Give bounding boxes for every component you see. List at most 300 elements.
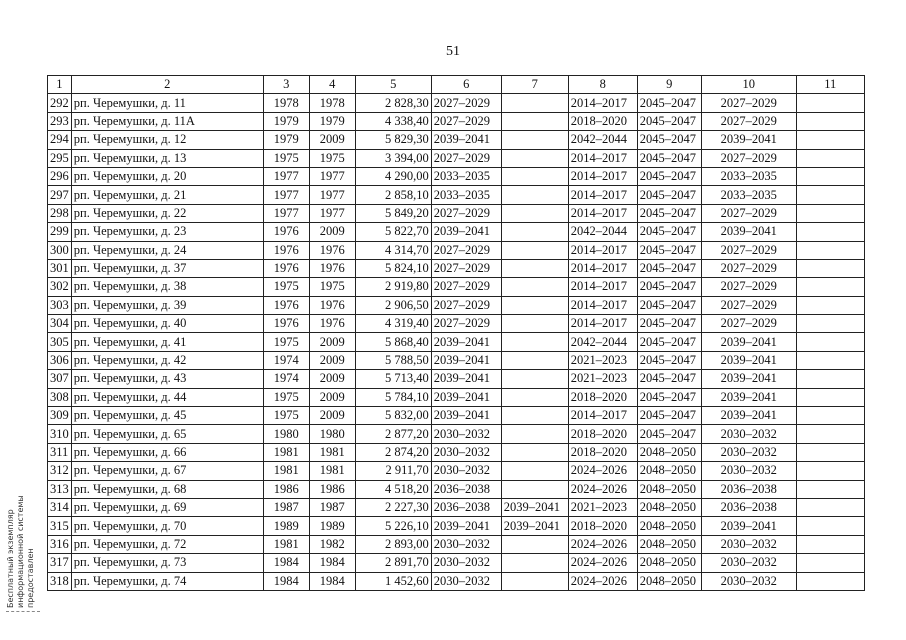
cell-row-number: 302 (48, 278, 72, 296)
cell-notes (796, 278, 864, 296)
cell-row-number: 308 (48, 388, 72, 406)
cell-period-a: 2039–2041 (431, 517, 501, 535)
cell-period-e: 2039–2041 (701, 388, 796, 406)
data-table (47, 75, 865, 591)
cell-period-e: 2027–2029 (701, 241, 796, 259)
cell-period-b (501, 167, 568, 185)
cell-row-number: 303 (48, 296, 72, 314)
table-row (48, 462, 865, 480)
cell-period-c: 2024–2026 (568, 462, 637, 480)
cell-year-built: 1976 (263, 315, 309, 333)
cell-period-e: 2039–2041 (701, 517, 796, 535)
table-row (48, 278, 865, 296)
cell-period-d: 2048–2050 (637, 535, 701, 553)
cell-period-a: 2030–2032 (431, 572, 501, 590)
cell-period-e: 2027–2029 (701, 94, 796, 112)
cell-area: 2 227,30 (355, 498, 431, 516)
cell-area: 2 874,20 (355, 443, 431, 461)
table-header-row (48, 76, 865, 94)
cell-period-a: 2030–2032 (431, 554, 501, 572)
cell-period-a: 2030–2032 (431, 462, 501, 480)
table-row (48, 517, 865, 535)
cell-period-d: 2048–2050 (637, 462, 701, 480)
cell-row-number: 312 (48, 462, 72, 480)
cell-year-built: 1984 (263, 572, 309, 590)
cell-period-c: 2014–2017 (568, 259, 637, 277)
cell-period-e: 2027–2029 (701, 296, 796, 314)
cell-year-built: 1981 (263, 535, 309, 553)
cell-address: рп. Черемушки, д. 22 (71, 204, 263, 222)
cell-year-built: 1981 (263, 462, 309, 480)
cell-period-d: 2048–2050 (637, 517, 701, 535)
cell-period-c: 2014–2017 (568, 94, 637, 112)
cell-period-d: 2045–2047 (637, 131, 701, 149)
cell-notes (796, 223, 864, 241)
cell-period-d: 2048–2050 (637, 480, 701, 498)
cell-notes (796, 480, 864, 498)
cell-row-number: 318 (48, 572, 72, 590)
cell-period-e: 2030–2032 (701, 572, 796, 590)
cell-period-a: 2027–2029 (431, 112, 501, 130)
cell-period-a: 2027–2029 (431, 94, 501, 112)
cell-period-d: 2045–2047 (637, 149, 701, 167)
cell-period-d: 2048–2050 (637, 443, 701, 461)
cell-row-number: 305 (48, 333, 72, 351)
cell-address: рп. Черемушки, д. 70 (71, 517, 263, 535)
cell-period-d: 2048–2050 (637, 498, 701, 516)
cell-year-overhaul: 1981 (309, 462, 355, 480)
cell-area: 5 868,40 (355, 333, 431, 351)
cell-row-number: 304 (48, 315, 72, 333)
cell-area: 5 832,00 (355, 407, 431, 425)
cell-row-number: 299 (48, 223, 72, 241)
cell-year-overhaul: 2009 (309, 333, 355, 351)
cell-year-overhaul: 1976 (309, 315, 355, 333)
cell-period-c: 2018–2020 (568, 388, 637, 406)
cell-period-b: 2039–2041 (501, 517, 568, 535)
cell-year-overhaul: 1981 (309, 443, 355, 461)
cell-notes (796, 462, 864, 480)
table-row (48, 149, 865, 167)
cell-year-built: 1979 (263, 131, 309, 149)
cell-area: 2 858,10 (355, 186, 431, 204)
cell-year-overhaul: 1986 (309, 480, 355, 498)
cell-period-c: 2024–2026 (568, 535, 637, 553)
cell-year-overhaul: 1984 (309, 572, 355, 590)
cell-notes (796, 259, 864, 277)
cell-period-a: 2039–2041 (431, 407, 501, 425)
cell-year-built: 1975 (263, 333, 309, 351)
cell-notes (796, 333, 864, 351)
cell-period-d: 2045–2047 (637, 407, 701, 425)
cell-period-b (501, 315, 568, 333)
cell-area: 2 906,50 (355, 296, 431, 314)
cell-period-d: 2045–2047 (637, 278, 701, 296)
cell-year-built: 1987 (263, 498, 309, 516)
table-row (48, 131, 865, 149)
cell-period-c: 2018–2020 (568, 425, 637, 443)
cell-address: рп. Черемушки, д. 73 (71, 554, 263, 572)
cell-area: 2 911,70 (355, 462, 431, 480)
cell-period-e: 2027–2029 (701, 278, 796, 296)
cell-address: рп. Черемушки, д. 65 (71, 425, 263, 443)
cell-period-b (501, 131, 568, 149)
cell-notes (796, 443, 864, 461)
cell-period-b (501, 259, 568, 277)
cell-notes (796, 535, 864, 553)
cell-row-number: 298 (48, 204, 72, 222)
cell-row-number: 315 (48, 517, 72, 535)
cell-notes (796, 572, 864, 590)
cell-notes (796, 370, 864, 388)
table-row (48, 204, 865, 222)
cell-address: рп. Черемушки, д. 45 (71, 407, 263, 425)
cell-period-b (501, 278, 568, 296)
cell-period-d: 2045–2047 (637, 167, 701, 185)
table-row (48, 223, 865, 241)
cell-year-overhaul: 1977 (309, 204, 355, 222)
cell-address: рп. Черемушки, д. 20 (71, 167, 263, 185)
cell-notes (796, 241, 864, 259)
column-header: 8 (568, 76, 637, 94)
cell-area: 5 829,30 (355, 131, 431, 149)
table-row (48, 112, 865, 130)
cell-period-b (501, 388, 568, 406)
cell-period-a: 2027–2029 (431, 259, 501, 277)
cell-period-b (501, 407, 568, 425)
cell-area: 5 824,10 (355, 259, 431, 277)
cell-period-b (501, 186, 568, 204)
cell-year-built: 1974 (263, 351, 309, 369)
cell-address: рп. Черемушки, д. 23 (71, 223, 263, 241)
cell-notes (796, 498, 864, 516)
cell-period-b (501, 370, 568, 388)
cell-period-a: 2027–2029 (431, 296, 501, 314)
cell-period-e: 2036–2038 (701, 498, 796, 516)
stamp-line: предоставлен (26, 548, 35, 608)
cell-area: 5 713,40 (355, 370, 431, 388)
cell-address: рп. Черемушки, д. 24 (71, 241, 263, 259)
cell-period-e: 2039–2041 (701, 131, 796, 149)
cell-address: рп. Черемушки, д. 66 (71, 443, 263, 461)
cell-row-number: 306 (48, 351, 72, 369)
cell-year-overhaul: 2009 (309, 407, 355, 425)
table-row (48, 572, 865, 590)
cell-notes (796, 554, 864, 572)
cell-period-e: 2033–2035 (701, 167, 796, 185)
cell-period-b (501, 94, 568, 112)
table-row (48, 554, 865, 572)
cell-year-built: 1977 (263, 186, 309, 204)
cell-row-number: 317 (48, 554, 72, 572)
cell-period-c: 2018–2020 (568, 517, 637, 535)
cell-area: 2 877,20 (355, 425, 431, 443)
cell-area: 4 518,20 (355, 480, 431, 498)
cell-year-built: 1975 (263, 149, 309, 167)
cell-area: 2 893,00 (355, 535, 431, 553)
cell-period-a: 2027–2029 (431, 278, 501, 296)
cell-period-b (501, 351, 568, 369)
cell-period-e: 2033–2035 (701, 186, 796, 204)
cell-area: 4 319,40 (355, 315, 431, 333)
cell-period-e: 2030–2032 (701, 462, 796, 480)
cell-row-number: 309 (48, 407, 72, 425)
cell-period-a: 2033–2035 (431, 186, 501, 204)
cell-address: рп. Черемушки, д. 11 (71, 94, 263, 112)
table-row (48, 407, 865, 425)
cell-row-number: 292 (48, 94, 72, 112)
cell-period-e: 2027–2029 (701, 315, 796, 333)
cell-period-c: 2014–2017 (568, 186, 637, 204)
cell-period-d: 2048–2050 (637, 572, 701, 590)
cell-year-overhaul: 2009 (309, 351, 355, 369)
cell-year-built: 1975 (263, 407, 309, 425)
cell-year-overhaul: 1987 (309, 498, 355, 516)
cell-period-d: 2045–2047 (637, 94, 701, 112)
cell-area: 5 788,50 (355, 351, 431, 369)
column-header: 5 (355, 76, 431, 94)
table-row (48, 535, 865, 553)
cell-period-b (501, 204, 568, 222)
cell-period-d: 2045–2047 (637, 315, 701, 333)
cell-year-overhaul: 2009 (309, 131, 355, 149)
cell-period-e: 2039–2041 (701, 351, 796, 369)
cell-period-d: 2045–2047 (637, 112, 701, 130)
cell-year-built: 1980 (263, 425, 309, 443)
table-row (48, 296, 865, 314)
cell-period-b (501, 223, 568, 241)
cell-area: 5 849,20 (355, 204, 431, 222)
cell-period-a: 2039–2041 (431, 370, 501, 388)
page-number: 51 (446, 44, 460, 59)
cell-address: рп. Черемушки, д. 68 (71, 480, 263, 498)
cell-row-number: 313 (48, 480, 72, 498)
cell-period-b (501, 425, 568, 443)
cell-period-c: 2042–2044 (568, 333, 637, 351)
column-header: 10 (701, 76, 796, 94)
cell-period-d: 2045–2047 (637, 241, 701, 259)
cell-row-number: 311 (48, 443, 72, 461)
cell-period-c: 2042–2044 (568, 131, 637, 149)
cell-period-d: 2045–2047 (637, 204, 701, 222)
table-row (48, 167, 865, 185)
cell-year-built: 1977 (263, 167, 309, 185)
cell-period-e: 2027–2029 (701, 112, 796, 130)
cell-period-a: 2027–2029 (431, 149, 501, 167)
cell-period-a: 2027–2029 (431, 241, 501, 259)
cell-period-d: 2045–2047 (637, 186, 701, 204)
table-row (48, 498, 865, 516)
cell-period-d: 2045–2047 (637, 370, 701, 388)
cell-period-a: 2030–2032 (431, 425, 501, 443)
cell-row-number: 310 (48, 425, 72, 443)
cell-row-number: 296 (48, 167, 72, 185)
cell-period-b (501, 241, 568, 259)
table-row (48, 315, 865, 333)
cell-year-overhaul: 2009 (309, 370, 355, 388)
cell-year-overhaul: 1975 (309, 149, 355, 167)
cell-year-overhaul: 1982 (309, 535, 355, 553)
cell-period-a: 2036–2038 (431, 498, 501, 516)
cell-period-c: 2014–2017 (568, 296, 637, 314)
cell-period-a: 2039–2041 (431, 388, 501, 406)
cell-area: 5 822,70 (355, 223, 431, 241)
cell-year-built: 1975 (263, 278, 309, 296)
cell-period-d: 2045–2047 (637, 333, 701, 351)
stamp-line: информационной системы (16, 495, 25, 608)
cell-address: рп. Черемушки, д. 40 (71, 315, 263, 333)
cell-period-c: 2014–2017 (568, 315, 637, 333)
cell-period-e: 2039–2041 (701, 333, 796, 351)
cell-period-e: 2039–2041 (701, 370, 796, 388)
cell-address: рп. Черемушки, д. 67 (71, 462, 263, 480)
cell-year-overhaul: 1977 (309, 186, 355, 204)
cell-notes (796, 388, 864, 406)
cell-year-built: 1976 (263, 241, 309, 259)
cell-address: рп. Черемушки, д. 37 (71, 259, 263, 277)
cell-notes (796, 425, 864, 443)
cell-area: 4 314,70 (355, 241, 431, 259)
cell-period-a: 2027–2029 (431, 315, 501, 333)
cell-address: рп. Черемушки, д. 42 (71, 351, 263, 369)
cell-period-b (501, 112, 568, 130)
cell-period-e: 2030–2032 (701, 443, 796, 461)
cell-period-e: 2039–2041 (701, 223, 796, 241)
cell-period-b (501, 149, 568, 167)
cell-period-c: 2021–2023 (568, 370, 637, 388)
cell-address: рп. Черемушки, д. 12 (71, 131, 263, 149)
cell-notes (796, 517, 864, 535)
cell-year-overhaul: 1979 (309, 112, 355, 130)
cell-row-number: 314 (48, 498, 72, 516)
cell-address: рп. Черемушки, д. 41 (71, 333, 263, 351)
cell-notes (796, 204, 864, 222)
cell-notes (796, 296, 864, 314)
cell-period-e: 2030–2032 (701, 425, 796, 443)
cell-period-d: 2045–2047 (637, 223, 701, 241)
table-row (48, 259, 865, 277)
cell-period-c: 2021–2023 (568, 498, 637, 516)
cell-period-c: 2014–2017 (568, 204, 637, 222)
cell-year-built: 1979 (263, 112, 309, 130)
cell-period-c: 2024–2026 (568, 480, 637, 498)
table-row (48, 241, 865, 259)
table-row (48, 94, 865, 112)
column-header: 11 (796, 76, 864, 94)
cell-area: 2 828,30 (355, 94, 431, 112)
cell-row-number: 295 (48, 149, 72, 167)
cell-period-e: 2030–2032 (701, 554, 796, 572)
cell-period-c: 2024–2026 (568, 554, 637, 572)
cell-period-c: 2018–2020 (568, 443, 637, 461)
cell-address: рп. Черемушки, д. 69 (71, 498, 263, 516)
cell-period-a: 2039–2041 (431, 351, 501, 369)
cell-period-e: 2036–2038 (701, 480, 796, 498)
cell-period-b (501, 535, 568, 553)
cell-period-b (501, 572, 568, 590)
cell-period-a: 2039–2041 (431, 223, 501, 241)
cell-area: 5 226,10 (355, 517, 431, 535)
cell-year-overhaul: 1977 (309, 167, 355, 185)
cell-row-number: 293 (48, 112, 72, 130)
cell-row-number: 297 (48, 186, 72, 204)
cell-year-built: 1976 (263, 223, 309, 241)
cell-period-c: 2018–2020 (568, 112, 637, 130)
side-stamp (6, 492, 40, 612)
cell-row-number: 307 (48, 370, 72, 388)
cell-year-built: 1981 (263, 443, 309, 461)
cell-period-e: 2030–2032 (701, 535, 796, 553)
cell-year-overhaul: 1984 (309, 554, 355, 572)
cell-period-d: 2045–2047 (637, 351, 701, 369)
column-header: 6 (431, 76, 501, 94)
cell-row-number: 316 (48, 535, 72, 553)
stamp-line: Бесплатный экземпляр (6, 509, 15, 608)
cell-address: рп. Черемушки, д. 74 (71, 572, 263, 590)
cell-period-b (501, 462, 568, 480)
table-row (48, 480, 865, 498)
cell-period-b (501, 333, 568, 351)
column-header: 7 (501, 76, 568, 94)
cell-period-b: 2039–2041 (501, 498, 568, 516)
cell-year-built: 1986 (263, 480, 309, 498)
cell-period-a: 2039–2041 (431, 333, 501, 351)
cell-year-overhaul: 1976 (309, 259, 355, 277)
cell-area: 1 452,60 (355, 572, 431, 590)
cell-year-built: 1976 (263, 259, 309, 277)
cell-period-d: 2045–2047 (637, 388, 701, 406)
cell-address: рп. Черемушки, д. 39 (71, 296, 263, 314)
cell-address: рп. Черемушки, д. 72 (71, 535, 263, 553)
cell-period-a: 2030–2032 (431, 535, 501, 553)
cell-period-a: 2030–2032 (431, 443, 501, 461)
cell-row-number: 300 (48, 241, 72, 259)
cell-year-built: 1989 (263, 517, 309, 535)
cell-notes (796, 315, 864, 333)
cell-address: рп. Черемушки, д. 38 (71, 278, 263, 296)
table-row (48, 333, 865, 351)
cell-period-b (501, 480, 568, 498)
cell-year-overhaul: 1980 (309, 425, 355, 443)
column-header: 9 (637, 76, 701, 94)
cell-area: 3 394,00 (355, 149, 431, 167)
cell-period-c: 2014–2017 (568, 167, 637, 185)
cell-year-overhaul: 1989 (309, 517, 355, 535)
cell-period-e: 2027–2029 (701, 259, 796, 277)
cell-period-d: 2045–2047 (637, 296, 701, 314)
column-header: 1 (48, 76, 72, 94)
cell-address: рп. Черемушки, д. 13 (71, 149, 263, 167)
cell-period-a: 2027–2029 (431, 204, 501, 222)
column-header: 4 (309, 76, 355, 94)
cell-notes (796, 351, 864, 369)
cell-year-built: 1978 (263, 94, 309, 112)
cell-year-overhaul: 2009 (309, 388, 355, 406)
cell-address: рп. Черемушки, д. 21 (71, 186, 263, 204)
cell-row-number: 301 (48, 259, 72, 277)
cell-period-b (501, 554, 568, 572)
cell-period-c: 2024–2026 (568, 572, 637, 590)
cell-period-b (501, 443, 568, 461)
cell-notes (796, 167, 864, 185)
cell-area: 2 919,80 (355, 278, 431, 296)
cell-period-c: 2014–2017 (568, 278, 637, 296)
table-row (48, 425, 865, 443)
cell-year-built: 1975 (263, 388, 309, 406)
column-header: 3 (263, 76, 309, 94)
cell-notes (796, 131, 864, 149)
cell-year-overhaul: 1976 (309, 296, 355, 314)
